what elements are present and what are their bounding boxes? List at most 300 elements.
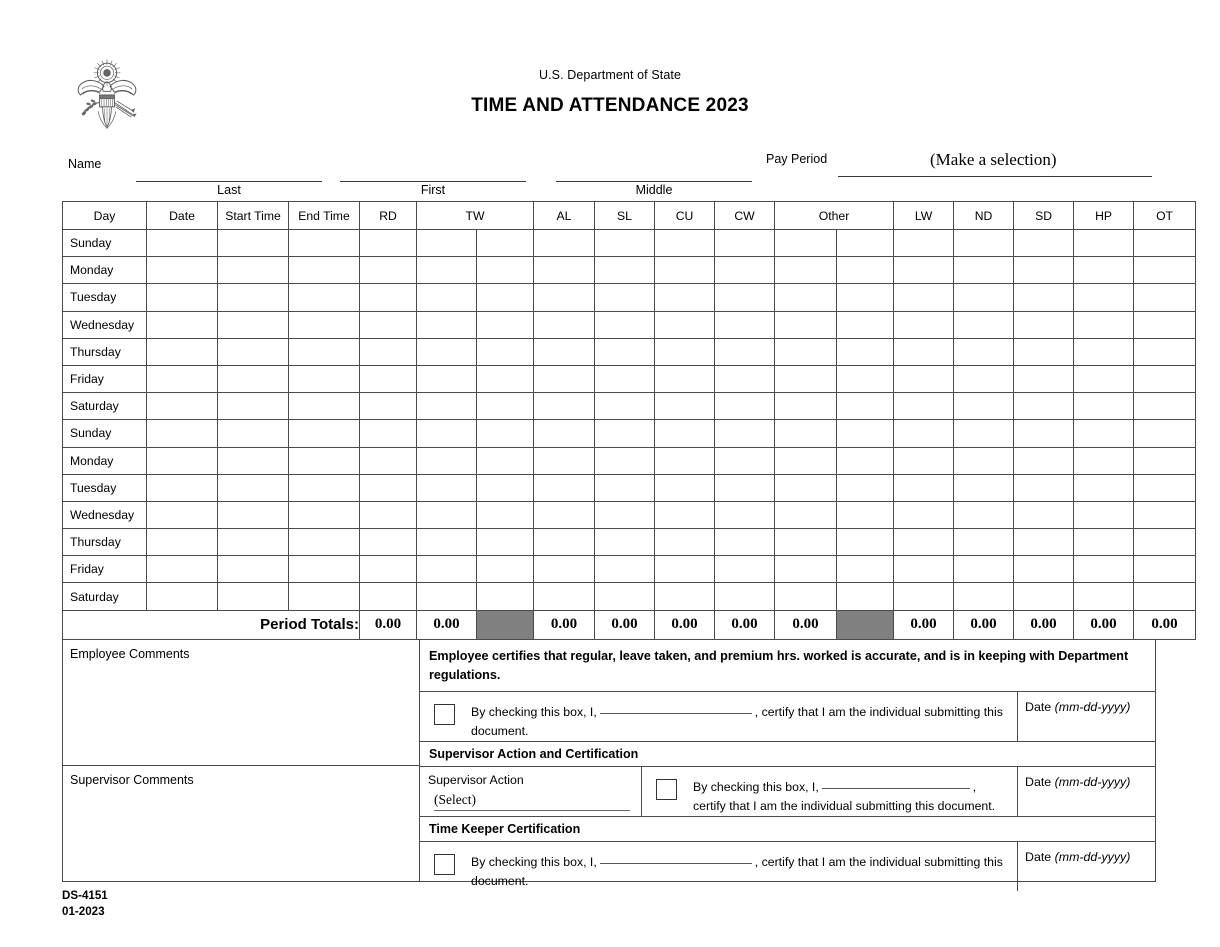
cell-other-a[interactable] <box>775 529 837 556</box>
cell-tw-b[interactable] <box>477 501 534 528</box>
cell-lw[interactable] <box>894 311 954 338</box>
table-row <box>63 365 1196 392</box>
cell-hp[interactable] <box>1074 583 1134 610</box>
cell-hp[interactable] <box>1074 447 1134 474</box>
cell-cw[interactable] <box>715 393 775 420</box>
cell-ot[interactable] <box>1134 420 1196 447</box>
cell-al[interactable] <box>534 529 595 556</box>
cell-tw-b[interactable] <box>477 311 534 338</box>
cell-start-time[interactable] <box>218 257 289 284</box>
cell-other-a[interactable] <box>775 420 837 447</box>
cell-date[interactable] <box>147 420 218 447</box>
timesheet-table <box>62 201 1196 640</box>
pay-period-label: Pay Period <box>766 152 828 166</box>
cell-date[interactable] <box>147 447 218 474</box>
cell-sd[interactable] <box>1014 556 1074 583</box>
cell-hp[interactable] <box>1074 311 1134 338</box>
cell-hp[interactable] <box>1074 393 1134 420</box>
cell-ot[interactable] <box>1134 393 1196 420</box>
cell-end-time[interactable] <box>289 529 360 556</box>
cell-nd[interactable] <box>954 365 1014 392</box>
employee-check-pre: By checking this box, I, <box>471 704 597 719</box>
cell-tw-b[interactable] <box>477 257 534 284</box>
cell-sl[interactable] <box>595 583 655 610</box>
cell-start-time[interactable] <box>218 230 289 257</box>
cell-tw-a[interactable] <box>417 393 477 420</box>
cell-cu[interactable] <box>655 583 715 610</box>
timekeeper-section-title: Time Keeper Certification <box>420 816 1155 842</box>
supervisor-comments-field[interactable] <box>63 766 419 881</box>
cell-sl[interactable] <box>595 365 655 392</box>
cell-sd[interactable] <box>1014 338 1074 365</box>
cell-lw[interactable] <box>894 420 954 447</box>
cell-al[interactable] <box>534 284 595 311</box>
cell-al[interactable] <box>534 474 595 501</box>
cell-sl[interactable] <box>595 257 655 284</box>
cell-tw-a[interactable] <box>417 284 477 311</box>
cell-nd[interactable] <box>954 420 1014 447</box>
cell-hp[interactable] <box>1074 501 1134 528</box>
cell-rd[interactable] <box>360 393 417 420</box>
form-date: 01-2023 <box>62 904 105 918</box>
cell-al[interactable] <box>534 365 595 392</box>
cell-nd[interactable] <box>954 257 1014 284</box>
cell-nd[interactable] <box>954 284 1014 311</box>
timekeeper-date-cell[interactable] <box>1017 842 1155 891</box>
cell-rd[interactable] <box>360 529 417 556</box>
employee-date-label: Date <box>1025 699 1052 714</box>
cell-sl[interactable] <box>595 420 655 447</box>
cell-cu[interactable] <box>655 501 715 528</box>
cell-other-b[interactable] <box>837 583 894 610</box>
cell-other-b[interactable] <box>837 284 894 311</box>
cell-tw-a[interactable] <box>417 230 477 257</box>
cell-tw-a[interactable] <box>417 529 477 556</box>
pay-period-value[interactable]: (Make a selection) <box>930 150 1057 169</box>
cell-start-time[interactable] <box>218 556 289 583</box>
cell-end-time[interactable] <box>289 556 360 583</box>
cell-cw[interactable] <box>715 230 775 257</box>
cell-sd[interactable] <box>1014 257 1074 284</box>
cell-end-time[interactable] <box>289 230 360 257</box>
cell-sd[interactable] <box>1014 529 1074 556</box>
supervisor-action-select[interactable]: (Select) <box>434 792 630 811</box>
cell-date[interactable] <box>147 529 218 556</box>
cell-start-time[interactable] <box>218 393 289 420</box>
cell-lw[interactable] <box>894 447 954 474</box>
cell-ot[interactable] <box>1134 556 1196 583</box>
cell-cu[interactable] <box>655 284 715 311</box>
cell-lw[interactable] <box>894 230 954 257</box>
cell-ot[interactable] <box>1134 284 1196 311</box>
cell-hp[interactable] <box>1074 474 1134 501</box>
cell-end-time[interactable] <box>289 365 360 392</box>
cell-date[interactable] <box>147 583 218 610</box>
cell-cw[interactable] <box>715 529 775 556</box>
cell-lw[interactable] <box>894 529 954 556</box>
cell-cu[interactable] <box>655 257 715 284</box>
supervisor-name-blank[interactable] <box>822 778 970 789</box>
cell-cw[interactable] <box>715 365 775 392</box>
cell-other-a[interactable] <box>775 501 837 528</box>
cell-other-b[interactable] <box>837 556 894 583</box>
cell-rd[interactable] <box>360 338 417 365</box>
cell-ot[interactable] <box>1134 529 1196 556</box>
cell-sl[interactable] <box>595 311 655 338</box>
employee-comments-label: Employee Comments <box>70 647 190 661</box>
cell-cu[interactable] <box>655 474 715 501</box>
cell-end-time[interactable] <box>289 393 360 420</box>
cell-tw-a[interactable] <box>417 338 477 365</box>
cell-tw-b[interactable] <box>477 365 534 392</box>
cell-rd[interactable] <box>360 583 417 610</box>
cell-tw-b[interactable] <box>477 420 534 447</box>
cell-other-b[interactable] <box>837 474 894 501</box>
cell-sd[interactable] <box>1014 311 1074 338</box>
cell-rd[interactable] <box>360 420 417 447</box>
cell-cw[interactable] <box>715 501 775 528</box>
cell-cw[interactable] <box>715 284 775 311</box>
cell-tw-a[interactable] <box>417 501 477 528</box>
cell-cw[interactable] <box>715 420 775 447</box>
cell-cu[interactable] <box>655 393 715 420</box>
cell-nd[interactable] <box>954 556 1014 583</box>
cell-date[interactable] <box>147 311 218 338</box>
cell-ot[interactable] <box>1134 311 1196 338</box>
cell-ot[interactable] <box>1134 230 1196 257</box>
cell-cw[interactable] <box>715 556 775 583</box>
cell-cu[interactable] <box>655 365 715 392</box>
cell-tw-b[interactable] <box>477 338 534 365</box>
cell-rd[interactable] <box>360 447 417 474</box>
cell-lw[interactable] <box>894 365 954 392</box>
cell-end-time[interactable] <box>289 447 360 474</box>
cell-rd[interactable] <box>360 230 417 257</box>
cell-date[interactable] <box>147 393 218 420</box>
cell-start-time[interactable] <box>218 420 289 447</box>
cell-rd[interactable] <box>360 556 417 583</box>
cell-start-time[interactable] <box>218 501 289 528</box>
cell-tw-a[interactable] <box>417 447 477 474</box>
cell-start-time[interactable] <box>218 338 289 365</box>
cell-tw-a[interactable] <box>417 556 477 583</box>
cell-date[interactable] <box>147 257 218 284</box>
cell-sl[interactable] <box>595 501 655 528</box>
day-label: Wednesday <box>63 501 147 528</box>
middle-name-input[interactable] <box>556 160 752 182</box>
cell-rd[interactable] <box>360 474 417 501</box>
cell-other-b[interactable] <box>837 501 894 528</box>
total-al: 0.00 <box>534 610 595 639</box>
cell-other-b[interactable] <box>837 447 894 474</box>
cell-hp[interactable] <box>1074 230 1134 257</box>
cell-date[interactable] <box>147 474 218 501</box>
cell-nd[interactable] <box>954 529 1014 556</box>
cell-hp[interactable] <box>1074 420 1134 447</box>
column-header-cu: CU <box>655 202 715 230</box>
column-header-date: Date <box>147 202 218 230</box>
cell-nd[interactable] <box>954 501 1014 528</box>
cell-cu[interactable] <box>655 447 715 474</box>
cell-date[interactable] <box>147 338 218 365</box>
cell-start-time[interactable] <box>218 311 289 338</box>
cell-start-time[interactable] <box>218 447 289 474</box>
supervisor-comments-label: Supervisor Comments <box>70 773 194 787</box>
cell-end-time[interactable] <box>289 257 360 284</box>
cell-tw-b[interactable] <box>477 393 534 420</box>
cell-end-time[interactable] <box>289 284 360 311</box>
cell-ot[interactable] <box>1134 257 1196 284</box>
total-hp: 0.00 <box>1074 610 1134 639</box>
cell-hp[interactable] <box>1074 284 1134 311</box>
cell-nd[interactable] <box>954 230 1014 257</box>
cell-tw-a[interactable] <box>417 583 477 610</box>
cell-other-b[interactable] <box>837 257 894 284</box>
cell-sd[interactable] <box>1014 501 1074 528</box>
cell-other-b[interactable] <box>837 420 894 447</box>
cell-cw[interactable] <box>715 583 775 610</box>
cell-lw[interactable] <box>894 501 954 528</box>
total-nd: 0.00 <box>954 610 1014 639</box>
total-cu: 0.00 <box>655 610 715 639</box>
cell-ot[interactable] <box>1134 447 1196 474</box>
cell-sd[interactable] <box>1014 230 1074 257</box>
cell-lw[interactable] <box>894 257 954 284</box>
cell-other-b[interactable] <box>837 311 894 338</box>
cell-cu[interactable] <box>655 311 715 338</box>
column-header-al: AL <box>534 202 595 230</box>
cell-tw-a[interactable] <box>417 365 477 392</box>
cell-al[interactable] <box>534 257 595 284</box>
employee-certification-row <box>420 692 1155 741</box>
timekeeper-certification-row <box>420 842 1155 891</box>
cell-ot[interactable] <box>1134 365 1196 392</box>
cell-sd[interactable] <box>1014 474 1074 501</box>
supervisor-date-format: (mm-dd-yyyy) <box>1054 774 1131 789</box>
cell-hp[interactable] <box>1074 529 1134 556</box>
table-row <box>63 420 1196 447</box>
cell-sd[interactable] <box>1014 284 1074 311</box>
table-row <box>63 338 1196 365</box>
cell-end-time[interactable] <box>289 501 360 528</box>
cell-ot[interactable] <box>1134 338 1196 365</box>
cell-rd[interactable] <box>360 311 417 338</box>
pay-period-select[interactable] <box>838 155 1152 177</box>
last-name-input[interactable] <box>136 160 322 182</box>
cell-cw[interactable] <box>715 311 775 338</box>
cell-nd[interactable] <box>954 311 1014 338</box>
cell-other-a[interactable] <box>775 583 837 610</box>
cell-lw[interactable] <box>894 393 954 420</box>
cell-hp[interactable] <box>1074 365 1134 392</box>
cell-hp[interactable] <box>1074 257 1134 284</box>
cell-al[interactable] <box>534 393 595 420</box>
cell-al[interactable] <box>534 420 595 447</box>
cell-date[interactable] <box>147 501 218 528</box>
cell-other-b[interactable] <box>837 529 894 556</box>
cell-al[interactable] <box>534 447 595 474</box>
cell-lw[interactable] <box>894 583 954 610</box>
cell-sl[interactable] <box>595 284 655 311</box>
cell-other-a[interactable] <box>775 284 837 311</box>
cell-cw[interactable] <box>715 447 775 474</box>
cell-hp[interactable] <box>1074 556 1134 583</box>
cell-cu[interactable] <box>655 230 715 257</box>
cell-end-time[interactable] <box>289 474 360 501</box>
cell-nd[interactable] <box>954 338 1014 365</box>
cell-other-a[interactable] <box>775 474 837 501</box>
cell-sl[interactable] <box>595 529 655 556</box>
cell-lw[interactable] <box>894 556 954 583</box>
cell-other-a[interactable] <box>775 556 837 583</box>
cell-sl[interactable] <box>595 447 655 474</box>
cell-tw-a[interactable] <box>417 420 477 447</box>
cell-sd[interactable] <box>1014 447 1074 474</box>
timekeeper-name-blank[interactable] <box>600 853 752 864</box>
day-label: Thursday <box>63 338 147 365</box>
cell-rd[interactable] <box>360 501 417 528</box>
cell-nd[interactable] <box>954 447 1014 474</box>
total-sl: 0.00 <box>595 610 655 639</box>
cell-rd[interactable] <box>360 257 417 284</box>
cell-tw-b[interactable] <box>477 474 534 501</box>
form-number: DS-4151 <box>62 889 108 902</box>
cell-tw-b[interactable] <box>477 230 534 257</box>
cell-cu[interactable] <box>655 338 715 365</box>
timekeeper-date-format: (mm-dd-yyyy) <box>1054 849 1131 864</box>
day-label: Tuesday <box>63 284 147 311</box>
cell-tw-b[interactable] <box>477 447 534 474</box>
cell-tw-a[interactable] <box>417 311 477 338</box>
cell-tw-a[interactable] <box>417 474 477 501</box>
first-name-input[interactable] <box>340 160 526 182</box>
cell-lw[interactable] <box>894 338 954 365</box>
cell-end-time[interactable] <box>289 338 360 365</box>
cell-other-a[interactable] <box>775 393 837 420</box>
cell-date[interactable] <box>147 230 218 257</box>
cell-start-time[interactable] <box>218 284 289 311</box>
cell-cu[interactable] <box>655 529 715 556</box>
column-header-rd: RD <box>360 202 417 230</box>
cell-other-a[interactable] <box>775 365 837 392</box>
column-header-start-time: Start Time <box>218 202 289 230</box>
cell-other-b[interactable] <box>837 230 894 257</box>
table-row <box>63 529 1196 556</box>
column-header-other: Other <box>775 202 894 230</box>
total-ot: 0.00 <box>1134 610 1196 639</box>
cell-sd[interactable] <box>1014 393 1074 420</box>
cell-tw-b[interactable] <box>477 529 534 556</box>
cell-lw[interactable] <box>894 284 954 311</box>
cell-al[interactable] <box>534 583 595 610</box>
cell-nd[interactable] <box>954 474 1014 501</box>
day-label: Saturday <box>63 393 147 420</box>
cell-start-time[interactable] <box>218 529 289 556</box>
supervisor-certification-row <box>420 767 1155 816</box>
cell-tw-b[interactable] <box>477 284 534 311</box>
cell-start-time[interactable] <box>218 365 289 392</box>
cell-al[interactable] <box>534 556 595 583</box>
cell-ot[interactable] <box>1134 583 1196 610</box>
cell-tw-a[interactable] <box>417 257 477 284</box>
supervisor-date-cell[interactable] <box>1017 767 1155 816</box>
cell-end-time[interactable] <box>289 583 360 610</box>
cell-end-time[interactable] <box>289 311 360 338</box>
cell-sl[interactable] <box>595 230 655 257</box>
cell-other-b[interactable] <box>837 338 894 365</box>
cell-start-time[interactable] <box>218 583 289 610</box>
cell-hp[interactable] <box>1074 338 1134 365</box>
total-rd: 0.00 <box>360 610 417 639</box>
supervisor-check-cell <box>642 767 1017 816</box>
cell-cu[interactable] <box>655 420 715 447</box>
cell-other-a[interactable] <box>775 257 837 284</box>
cell-sl[interactable] <box>595 556 655 583</box>
period-totals-label: Period Totals: <box>63 610 360 639</box>
cell-ot[interactable] <box>1134 474 1196 501</box>
cell-other-a[interactable] <box>775 447 837 474</box>
cell-cw[interactable] <box>715 338 775 365</box>
cell-other-a[interactable] <box>775 230 837 257</box>
cell-rd[interactable] <box>360 284 417 311</box>
cell-al[interactable] <box>534 338 595 365</box>
cell-cu[interactable] <box>655 556 715 583</box>
column-header-lw: LW <box>894 202 954 230</box>
employee-comments-field[interactable] <box>63 640 419 766</box>
employee-name-blank[interactable] <box>600 703 752 714</box>
cell-sd[interactable] <box>1014 420 1074 447</box>
cell-rd[interactable] <box>360 365 417 392</box>
cell-nd[interactable] <box>954 393 1014 420</box>
timekeeper-certify-checkbox[interactable] <box>434 854 455 875</box>
cell-al[interactable] <box>534 311 595 338</box>
cell-ot[interactable] <box>1134 501 1196 528</box>
cell-sd[interactable] <box>1014 365 1074 392</box>
page-title: TIME AND ATTENDANCE 2023 <box>471 95 749 116</box>
cell-other-a[interactable] <box>775 311 837 338</box>
cell-other-b[interactable] <box>837 365 894 392</box>
form-footer <box>62 888 108 920</box>
cell-sl[interactable] <box>595 393 655 420</box>
cell-date[interactable] <box>147 365 218 392</box>
table-header-row <box>63 202 1196 230</box>
cell-start-time[interactable] <box>218 474 289 501</box>
cell-date[interactable] <box>147 284 218 311</box>
cell-other-a[interactable] <box>775 338 837 365</box>
supervisor-action-label: Supervisor Action <box>428 772 524 787</box>
cell-tw-b[interactable] <box>477 583 534 610</box>
cell-lw[interactable] <box>894 474 954 501</box>
cell-date[interactable] <box>147 556 218 583</box>
employee-date-cell[interactable] <box>1017 692 1155 741</box>
cell-nd[interactable] <box>954 583 1014 610</box>
employee-certification-statement: Employee certifies that regular, leave taken, and premium hrs. worked is accurate, and is in keeping with Department regulations. <box>420 640 1155 692</box>
cell-end-time[interactable] <box>289 420 360 447</box>
table-row <box>63 230 1196 257</box>
cell-sd[interactable] <box>1014 583 1074 610</box>
column-header-sl: SL <box>595 202 655 230</box>
cell-sl[interactable] <box>595 474 655 501</box>
cell-al[interactable] <box>534 501 595 528</box>
cell-al[interactable] <box>534 230 595 257</box>
cell-tw-b[interactable] <box>477 556 534 583</box>
cell-cw[interactable] <box>715 257 775 284</box>
employee-certify-checkbox[interactable] <box>434 704 455 725</box>
cell-other-b[interactable] <box>837 393 894 420</box>
supervisor-certify-checkbox[interactable] <box>656 779 677 800</box>
cell-sl[interactable] <box>595 338 655 365</box>
cell-cw[interactable] <box>715 474 775 501</box>
